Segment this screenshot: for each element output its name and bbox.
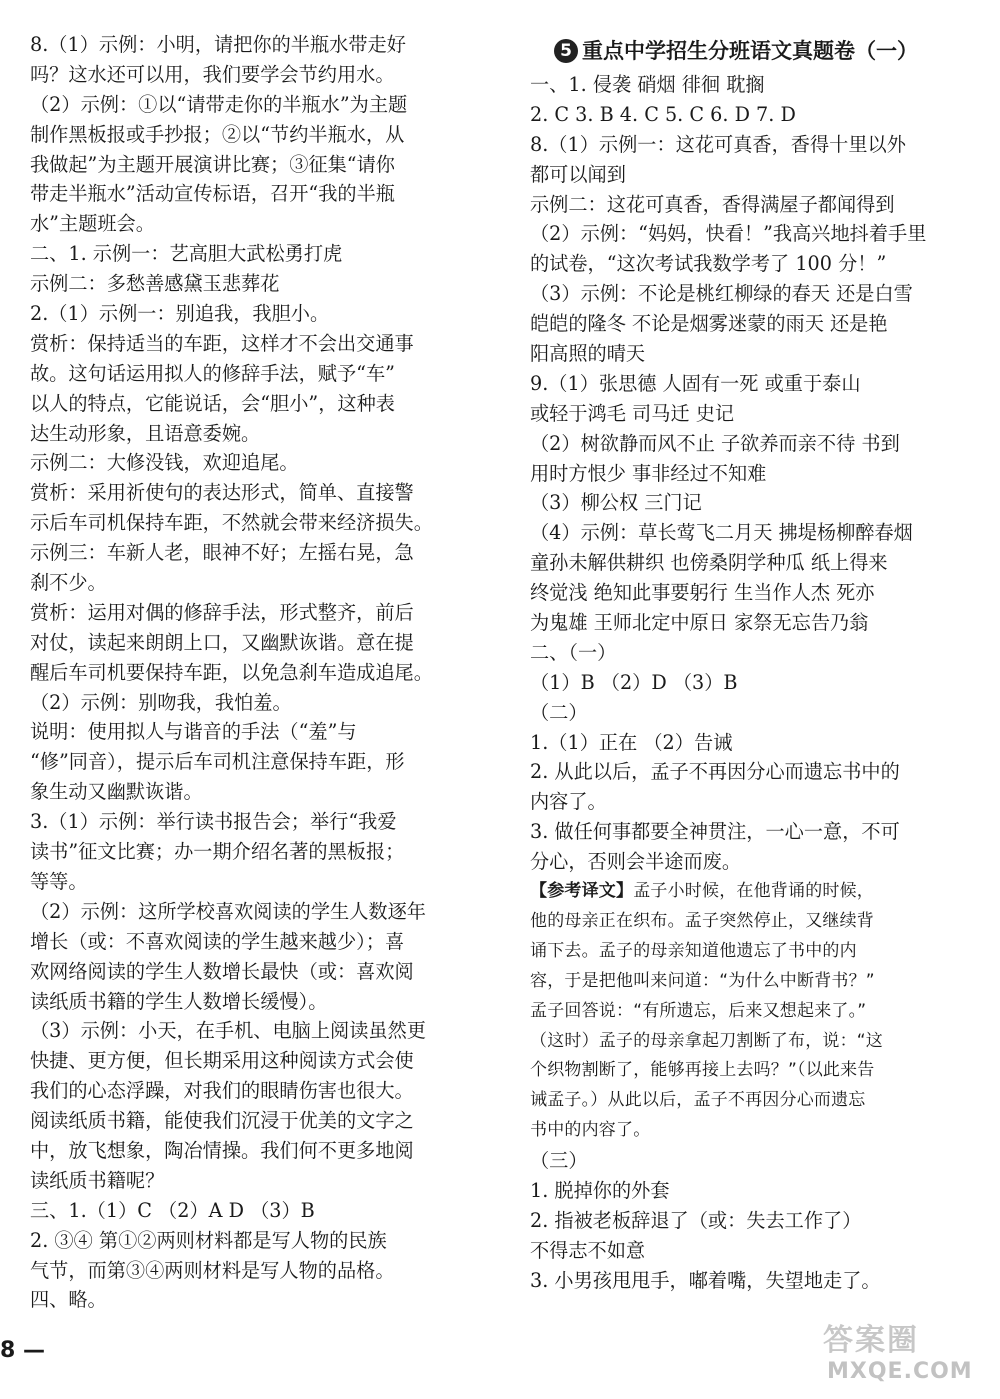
text-line: 读书”征文比赛；办一期介绍名著的黑板报； [30, 840, 405, 864]
text-line: 用时方恨少 事非经过不知难 [530, 461, 767, 485]
text-line: 刹不少。 [30, 571, 107, 595]
text-line: 3.（1）示例：举行读书报告会；举行“我爱 [30, 810, 397, 834]
text-line: （3）示例：小天，在手机、电脑上阅读虽然更 [30, 1019, 426, 1043]
text-line: 赏析：运用对偶的修辞手法，形式整齐，前后 [30, 600, 414, 624]
text-line: 一、1. 侵袭 硝烟 徘徊 耽搁 [530, 73, 765, 96]
right-column [530, 30, 960, 1296]
text-line: 增长（或：不喜欢阅读的学生越来越少）；喜 [30, 929, 405, 953]
text-line: （4）示例：草长莺飞二月天 拂堤杨柳醉春烟 [530, 521, 913, 545]
text-line: （2）示例：这所学校喜欢阅读的学生人数逐年 [30, 899, 426, 923]
text-line: 2.（1）示例一：别追我，我胆小。 [30, 302, 330, 326]
text-line: 赏析：采用祈使句的表达形式，简单、直接警 [30, 481, 414, 505]
text-line: （3）示例：不论是桃红柳绿的春天 还是白雪 [530, 282, 913, 306]
translation-line: 他的母亲正在织布。孟子突然停止，又继续背 [530, 910, 874, 931]
text-line: 二、1. 示例一：艺高胆大武松勇打虎 [30, 242, 343, 266]
text-line: 示例三：车新人老，眼神不好；左摇右晃，急 [30, 541, 414, 565]
text-line: 读纸质书籍的学生人数增长缓慢）。 [30, 989, 328, 1013]
text-line: 童孙未解供耕织 也傍桑阴学种瓜 纸上得来 [530, 551, 888, 575]
text-line: “修”同音），提示后车司机注意保持车距，形 [30, 750, 405, 774]
translation-line: 容，于是把他叫来问道：“为什么中断背书？” [530, 970, 875, 991]
text-line: 1.（1）正在 （2）告诫 [530, 730, 733, 754]
text-line: 示例二：大修没钱，欢迎追尾。 [30, 451, 299, 475]
section-number-badge: 5 [554, 39, 578, 63]
translation-line: （这时）孟子的母亲拿起刀割断了布，说：“这 [530, 1030, 884, 1051]
text-line: 我做起”为主题开展演讲比赛；③征集“请你 [30, 152, 395, 176]
text-line: 阳高照的晴天 [530, 342, 646, 366]
text-line: 不得志不如意 [530, 1238, 646, 1262]
text-line: 中，放飞想象，陶冶情操。我们何不更多地阅 [30, 1138, 414, 1162]
text-line: 2. 从此以后，孟子不再因分心而遗忘书中的 [530, 760, 900, 784]
text-line: 皑皑的隆冬 不论是烟雾迷蒙的雨天 还是艳 [530, 312, 888, 336]
text-line: 说明：使用拟人与谐音的手法（“羞”与 [30, 720, 357, 744]
text-line: 带走半瓶水”活动宣传标语，召开“我的半瓶 [30, 182, 395, 206]
text-line: 水”主题班会。 [30, 212, 155, 236]
page-number: 8 — [0, 1338, 45, 1363]
text-line: 示例二：多愁善感黛玉悲葬花 [30, 272, 280, 296]
text-line: 8.（1）示例：小明，请把你的半瓶水带走好 [30, 33, 406, 56]
translation-label: 【参考译文】 [530, 881, 634, 902]
text-line: 8.（1）示例一：这花可真香，香得十里以外 [530, 132, 906, 156]
text-line: 达生动形象，且语意委婉。 [30, 421, 261, 445]
section-title [530, 30, 960, 70]
text-line: 等等。 [30, 869, 88, 893]
text-line: 快捷、更方便，但长期采用这种阅读方式会使 [30, 1049, 414, 1073]
text-line: 1. 脱掉你的外套 [530, 1178, 670, 1202]
text-line: （2）树欲静而风不止 子欲养而亲不待 书到 [530, 431, 900, 455]
text-line: 以人的特点，它能说话，会“胆小”，这种表 [30, 391, 395, 415]
text-line: 制作黑板报或手抄报；②以“节约半瓶水，从 [30, 122, 405, 146]
text-line: 赏析：保持适当的车距，这样才不会出交通事 [30, 331, 414, 355]
watermark-logo [815, 1315, 995, 1395]
text-line: 读纸质书籍呢？ [30, 1168, 165, 1192]
text-line: （三） [530, 1149, 588, 1173]
translation-line: 书中的内容了。 [530, 1120, 651, 1141]
watermark-url: MXQE.COM [827, 1359, 973, 1384]
text-line: 醒后车司机要保持车距，以免急刹车造成追尾。 [30, 660, 433, 684]
text-line: （2）示例：①以“请带走你的半瓶水”为主题 [30, 92, 408, 116]
text-line: 气节，而第③④两则材料是写人物的品格。 [30, 1258, 395, 1282]
reference-translation [530, 877, 960, 1146]
text-line: 对仗，读起来朗朗上口，又幽默诙谐。意在提 [30, 630, 414, 654]
text-line: （3）柳公权 三门记 [530, 491, 702, 515]
text-line: 分心，否则会半途而废。 [530, 850, 742, 874]
right-answers [530, 70, 960, 877]
text-line: 终觉浅 绝知此事要躬行 生当作人杰 死亦 [530, 581, 875, 605]
text-line: 或轻于鸿毛 司马迁 史记 [530, 401, 735, 425]
translation-line: 孟子回答说：“有所遗忘，后来又想起来了。” [530, 1000, 867, 1021]
translation-line: 诫孟子。）从此以后，孟子不再因分心而遗忘 [530, 1090, 866, 1111]
text-line: 2. C 3. B 4. C 5. C 6. D 7. D [530, 102, 796, 126]
text-line: 吗？这水还可以用，我们要学会节约用水。 [30, 62, 395, 86]
text-line: 欢网络阅读的学生人数增长最快（或：喜欢阅 [30, 959, 414, 983]
text-line: 象生动又幽默诙谐。 [30, 780, 203, 804]
text-line: 3. 做任何事都要全神贯注，一心一意，不可 [530, 820, 900, 844]
text-line: 2. 指被老板辞退了（或：失去工作了） [530, 1208, 862, 1232]
right-answers-tail [530, 1146, 960, 1295]
text-line: 2. ③④ 第①②两则材料都是写人物的民族 [30, 1228, 387, 1252]
text-line: （二） [530, 700, 588, 724]
text-line: （2）示例：别吻我，我怕羞。 [30, 690, 292, 714]
text-line: 我们的心态浮躁，对我们的眼睛伤害也很大。 [30, 1079, 414, 1103]
text-line: 内容了。 [530, 790, 607, 814]
text-line: 示后车司机保持车距，不然就会带来经济损失。 [30, 511, 433, 535]
text-line: （1）B （2）D （3）B [530, 670, 738, 694]
text-line: 都可以闻到 [530, 162, 626, 186]
text-line: 的试卷，“这次考试我数学考了 100 分！” [530, 252, 887, 276]
text-line: 示例二：这花可真香，香得满屋子都闻得到 [530, 192, 895, 216]
left-column [30, 30, 460, 1315]
translation-line: 个织物割断了，能够再接上去吗？”（以此来告 [530, 1060, 875, 1081]
translation-line: 诵下去。孟子的母亲知道他遗忘了书中的内 [530, 940, 857, 961]
text-line: 三、1.（1）C （2）A D （3）B [30, 1198, 315, 1222]
text-line: 二、（一） [530, 640, 617, 664]
text-line: 3. 小男孩甩甩手，嘟着嘴，失望地走了。 [530, 1268, 881, 1292]
text-line: 阅读纸质书籍，能使我们沉浸于优美的文字之 [30, 1109, 414, 1133]
translation-line [530, 877, 960, 907]
text-line: 故。这句话运用拟人的修辞手法，赋予“车” [30, 361, 395, 385]
text-line: 为鬼雄 王师北定中原日 家祭无忘告乃翁 [530, 611, 869, 635]
text-line: 四、略。 [30, 1288, 107, 1312]
text-line: 9.（1）张思德 人固有一死 或重于泰山 [530, 371, 861, 395]
watermark-text: 答案圈 [823, 1323, 919, 1358]
section-title-text: 重点中学招生分班语文真题卷（一） [582, 39, 918, 63]
translation-text: 孟子小时候，在他背诵的时候， [633, 881, 875, 902]
text-line: （2）示例：“妈妈，快看！”我高兴地抖着手里 [530, 222, 927, 246]
